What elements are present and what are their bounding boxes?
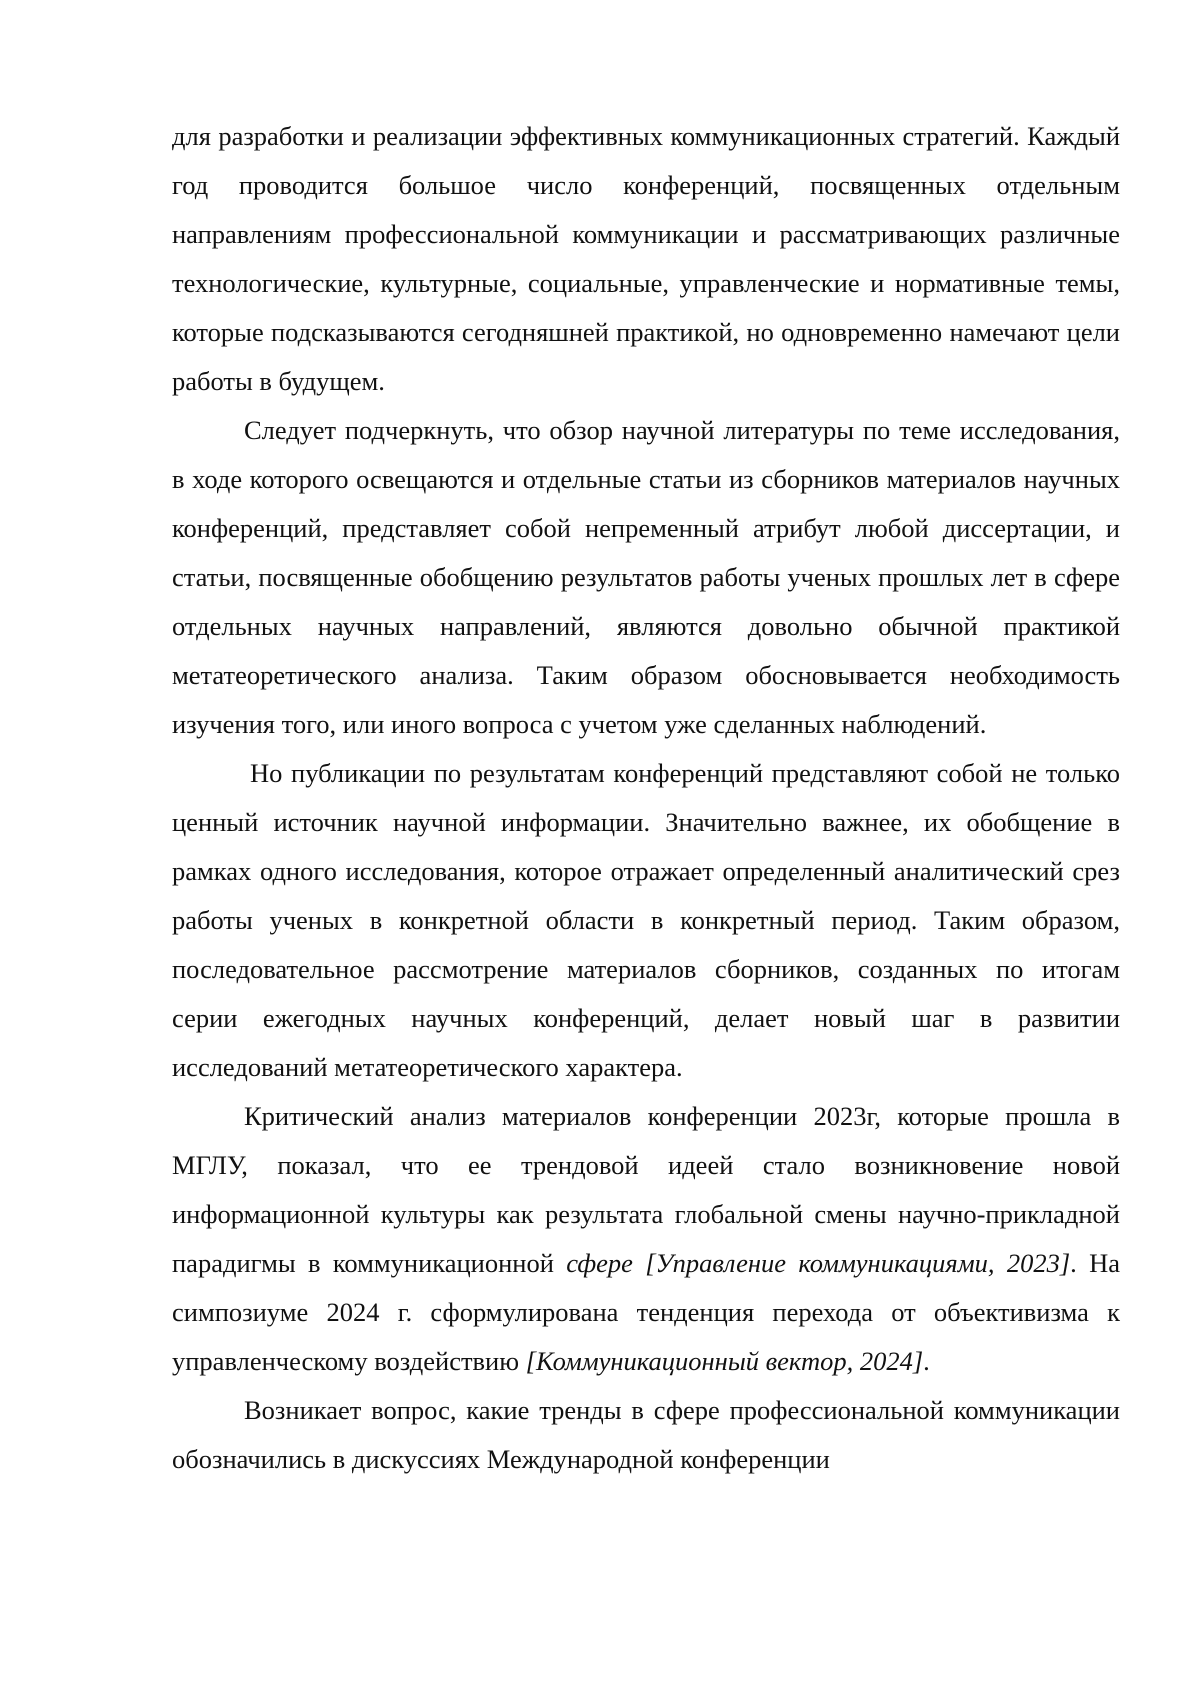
citation-management-communications: сфере [Управление коммуникациями, 2023]: [566, 1248, 1071, 1278]
paragraph-4-text-b: . На симпозиуме 2024 г. сформулирована тенденция перехода от объективизма к управленческому воздействию: [172, 1248, 1120, 1376]
paragraph-4-text-c: .: [923, 1346, 930, 1376]
paragraph-1-text: для разработки и реализации эффективных коммуникационных стратегий. Каждый год проводится большое число конференций, посвященных отдельным направлениям профессиональной коммуникации и рассматривающих различные технологические, культурные, социальные, управленческие и нормативные темы, которые подсказываются сегодняшней практикой, но одновременно намечают цели работы в будущем.: [172, 121, 1120, 396]
paragraph-5: [172, 1386, 1120, 1484]
paragraph-3-text: Но публикации по результатам конференций представляют собой не только ценный источник научной информации. Значительно важнее, их обобщение в рамках одного исследования, которое отражает определенный аналитический срез работы ученых в конкретной области в конкретный период. Таким образом, последовательное рассмотрение материалов сборников, созданных по итогам серии ежегодных научных конференций, делает новый шаг в развитии исследований метатеоретического характера.: [172, 758, 1120, 1082]
paragraph-4: [172, 1092, 1120, 1386]
document-body: [172, 112, 1120, 1484]
paragraph-2: [172, 406, 1120, 749]
paragraph-4-text-a: Критический анализ материалов конференции 2023г, которые прошла в МГЛУ, показал, что ее трендовой идеей стало возникновение новой информационной культуры как результата глобальной смены научно-прикладной парадигмы в коммуникационной: [172, 1101, 1120, 1278]
paragraph-1: [172, 112, 1120, 406]
paragraph-3: [172, 749, 1120, 1092]
paragraph-2-text: Следует подчеркнуть, что обзор научной литературы по теме исследования, в ходе которого освещаются и отдельные статьи из сборников материалов научных конференций, представляет собой непременный атрибут любой диссертации, и статьи, посвященные обобщению результатов работы ученых прошлых лет в сфере отдельных научных направлений, являются довольно обычной практикой метатеоретического анализа. Таким образом обосновывается необходимость изучения того, или иного вопроса с учетом уже сделанных наблюдений.: [172, 415, 1120, 739]
citation-communication-vector: [Коммуникационный вектор, 2024]: [525, 1346, 924, 1376]
paragraph-5-text: Возникает вопрос, какие тренды в сфере профессиональной коммуникации обозначились в дискуссиях Международной конференции: [172, 1395, 1120, 1474]
